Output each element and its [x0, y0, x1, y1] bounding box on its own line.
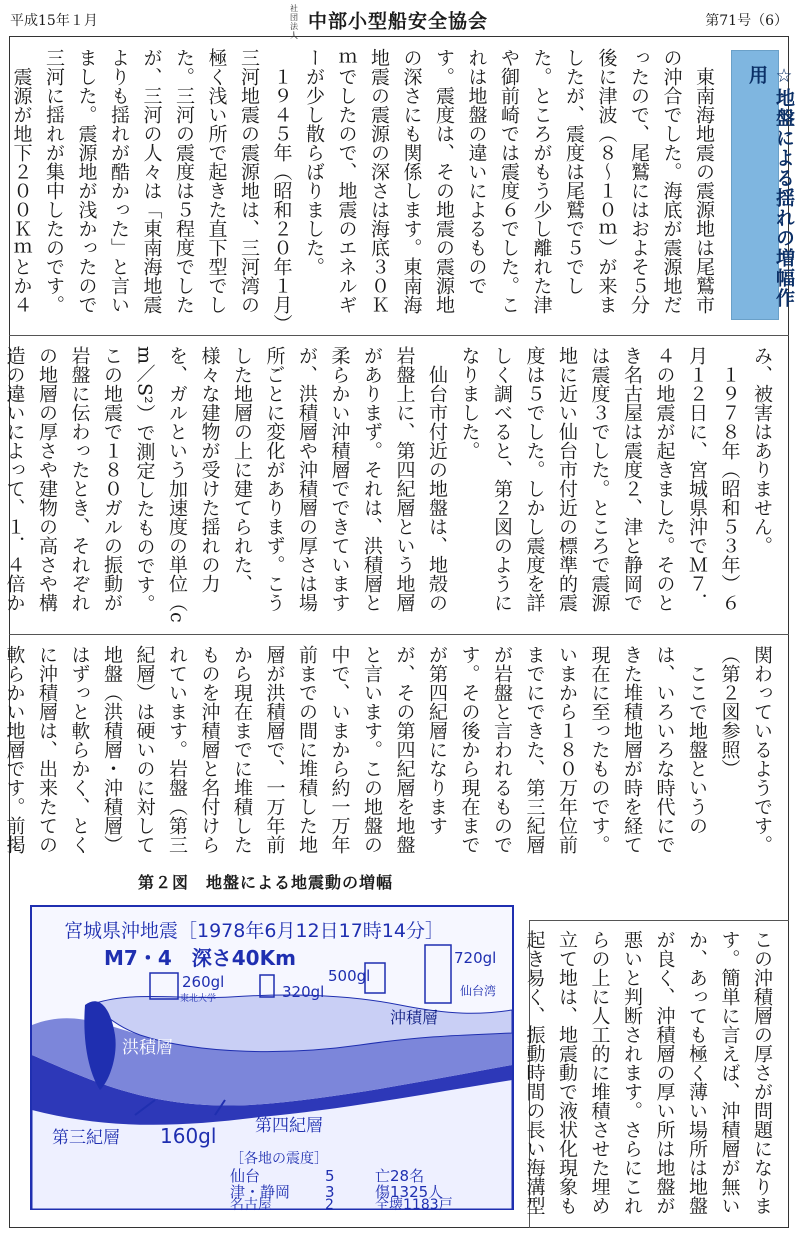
intensity-value-3: 2: [325, 1197, 334, 1213]
band-divider-1: [9, 335, 789, 336]
article-band-4: この沖積層の厚さが問題になります。簡単に言えば、沖積層が無いか、あっても極く薄い場所は地盤が良く、沖積層の厚い所は地盤が悪いと判断されます。さらにこれらの上に人工的に堆積させた埋め立て地は、地震動で液状化現象も起き易く、振動時間の長い海溝型: [523, 930, 773, 1215]
gal-160-label: 160gl: [160, 1124, 217, 1148]
section-title-box: [731, 50, 795, 320]
intensity-value-2: 3: [325, 1183, 335, 1201]
figure-title: 第２図 地盤による地震動の増幅: [138, 873, 394, 892]
ground-amplification-figure: [30, 905, 514, 1213]
quaternary-label: 第四紀層: [255, 1116, 323, 1136]
bay-label: 仙台湾: [460, 984, 497, 998]
header-issue: 第71号（6）: [705, 13, 788, 29]
quake-title: 宮城県沖地震［1978年6月12日17時14分］: [64, 920, 444, 942]
gal-500-label: 500gl: [328, 967, 371, 985]
damage-deaths: 亡28名: [375, 1167, 425, 1185]
section-title: ☆地盤による揺れの増幅作用: [746, 65, 795, 308]
article-band-3: 関わっているようです。（第２図参照） ここで地盤というのは、いろいろな時代にできた堆積地層が時を経て現在に至ったものです。いまから１８０万年位前までにできた、第三紀層が岩盤と言われるものです。その後から現在までが第四紀層になりますが、その第四紀層を地盤と言います。この地盤の中で、いまから約一万年前までの間に堆積した地層が洪積層で、一万年前から現在までに堆積したものを沖積層と名付けられています。岩盤（第三紀層）は硬いのに対して地盤（洪積層・沖積層）はずっと軟らかく、とくに沖積層は、出来たての軟らかい地層です。前掲: [3, 645, 773, 854]
gal-260-label: 260gl: [182, 973, 225, 991]
tertiary-label: 第三紀層: [52, 1128, 120, 1148]
intensity-place-1: 仙台: [230, 1167, 261, 1185]
magnitude-depth: M7・4 深さ40Km: [104, 946, 296, 970]
diluvium-label: 洪積層: [122, 1038, 173, 1058]
page-header: [0, 0, 800, 40]
univ-label: 東北大学: [180, 994, 217, 1004]
header-org-name: 中部小型船安全協会: [308, 10, 489, 33]
header-organization: [290, 4, 488, 40]
header-date: 平成15年１月: [10, 13, 98, 29]
damage-collapsed: 全壊1183戸: [375, 1197, 453, 1213]
band-divider-3: [529, 920, 789, 921]
gal-720-label: 720gl: [454, 949, 497, 967]
intensity-place-2: 津・静岡: [230, 1183, 291, 1201]
intensity-place-3: 名古屋: [230, 1197, 272, 1213]
article-band-1: 東南海地震の震源地は尾鷲市の沖合でした。海底が震源地だったので、尾鷲にはおよそ５分後に津波（８～１０ｍ）が来ましたが、震度は尾鷲で５でした。ところがもう少し離れた津や御前崎では震度６でした。これは地盤の違いによるものです。震度は、その地震の震源地の深さにも関係します。東南海地震の震源の深さは海底３０Ｋｍでしたので、地震のエネルギーが少し散らばりました。 １９４５年（昭和２０年１月）三河地震の震源地は、三河湾の極く浅い所で起きた直下型でした。三河の震度は５程度でしたが、三河の人々は「東南海地震よりも揺れが酷かった」と言いました。震源地が浅かったので三河に揺れが集中したのです。 震源が地下２００Ｋｍとか４: [10, 48, 715, 324]
damage-injuries: 傷1325人: [375, 1183, 444, 1201]
intensity-value-1: 5: [325, 1167, 335, 1185]
band-divider-2: [9, 634, 789, 635]
alluvium-label: 沖積層: [390, 1008, 439, 1027]
article-band-2: み、被害はありません。 １９７８年（昭和５３年）６月１２日に、宮城県沖でＭ７．４の地震が起きました。そのとき名古屋は震度２、津と静岡では震度３でした。ところで震源地に近い仙台市付近の標準的震度は５でした。しかし震度を詳しく調べると、第２図のようになりました。 仙台市付近の地盤は、地殻の岩盤上に、第四紀層という地層がありまず。それは、洪積層と柔らかい沖積層でできていますが、洪積層や沖積層の厚さは場所ごとに変化がありまず。こうした地層の上に建てられた、様々な建物が受けた揺れの力を、ガルという加速度の単位（cm／S²）で測定したものです。この地震で１８０ガルの振動が岩盤に伝わったとき、それぞれの地層の厚さや建物の高さや構造の違いによって、１．４倍か: [3, 346, 773, 623]
header-corp-type: 社団法人: [290, 4, 299, 40]
gal-320-label: 320gl: [282, 983, 325, 1001]
intensity-header: ［各地の震度］: [230, 1151, 328, 1167]
